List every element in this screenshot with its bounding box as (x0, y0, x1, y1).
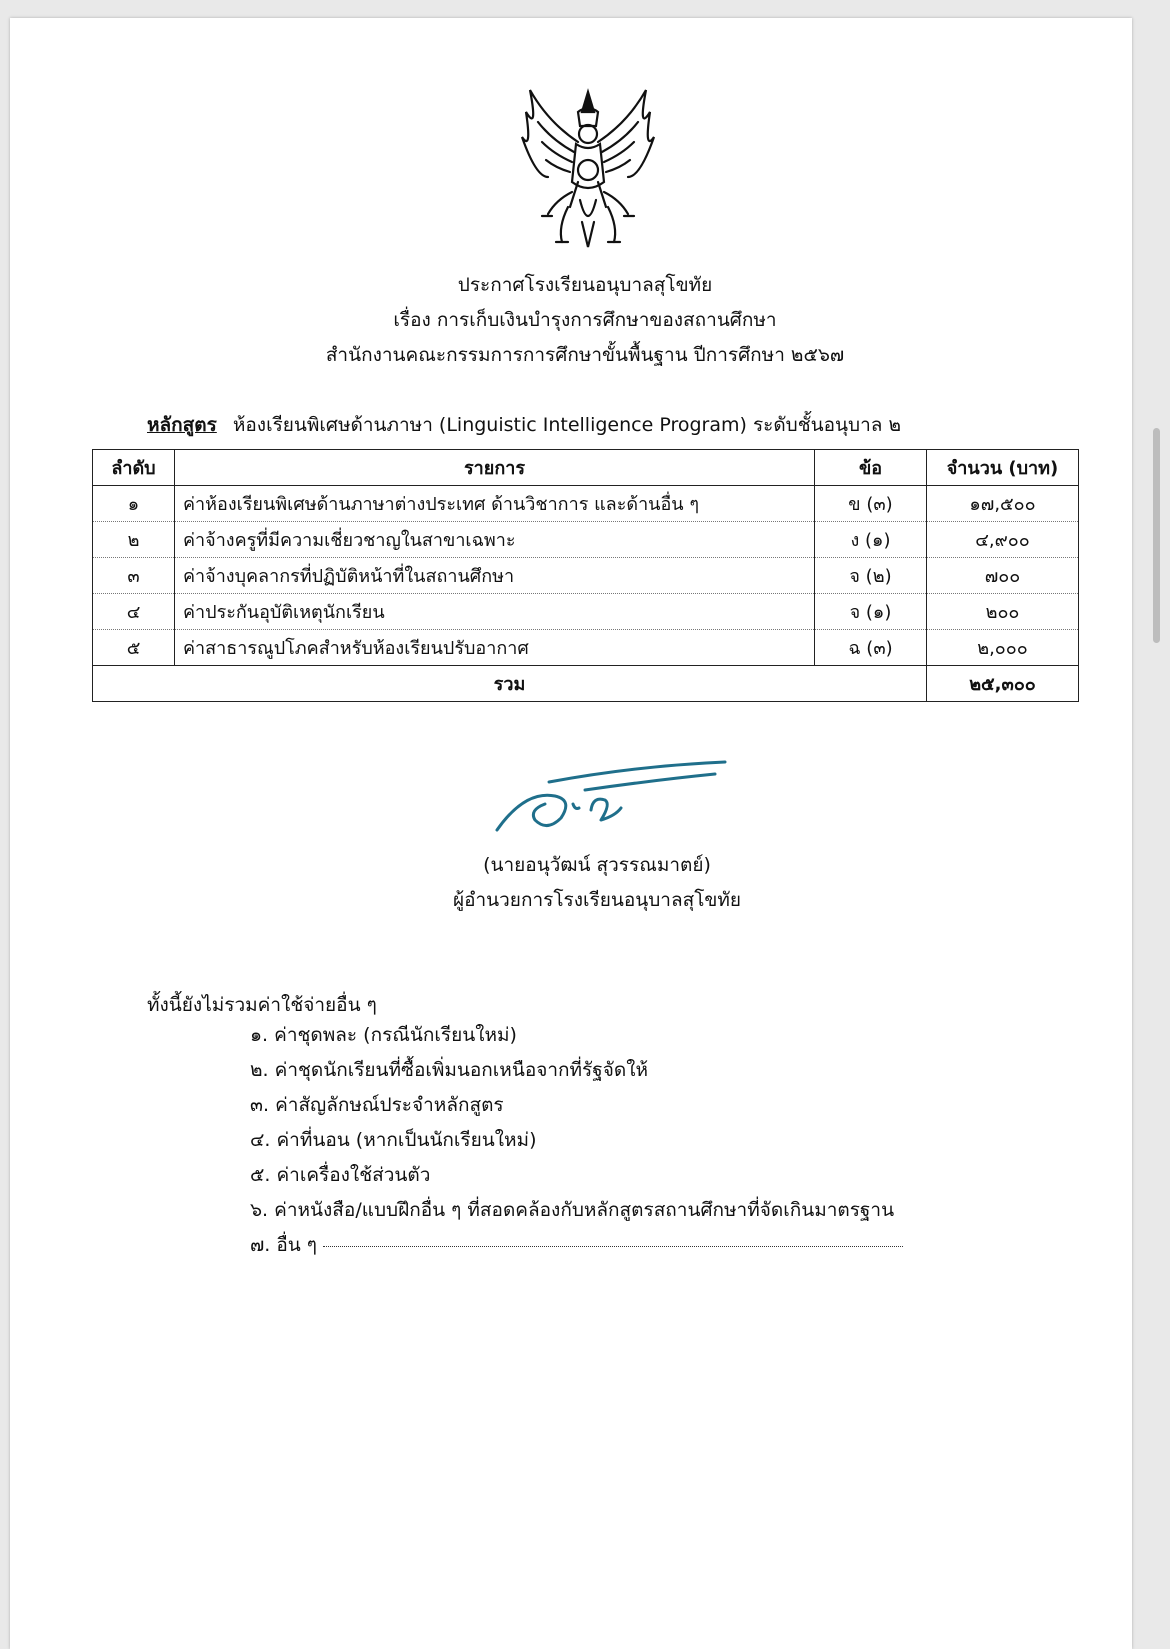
row-item: ค่าสาธารณูปโภคสำหรับห้องเรียนปรับอากาศ (175, 630, 815, 666)
row-item: ค่าจ้างบุคลากรที่ปฏิบัติหน้าที่ในสถานศึกษา (175, 558, 815, 594)
course-label: หลักสูตร (147, 414, 217, 436)
list-item: ๔. ค่าที่นอน (หากเป็นนักเรียนใหม่) (250, 1129, 537, 1151)
row-clause: ง (๑) (815, 522, 927, 558)
garuda-emblem-icon (508, 82, 668, 252)
row-amount: ๑๗,๕๐๐ (927, 486, 1079, 522)
signer-name: (นายอนุวัฒน์ สุวรรณมาตย์) (483, 854, 711, 876)
row-amount: ๔,๙๐๐ (927, 522, 1079, 558)
row-amount: ๗๐๐ (927, 558, 1079, 594)
total-amount: ๒๕,๓๐๐ (927, 666, 1079, 702)
table-row (93, 558, 1079, 594)
announcement-subject: เรื่อง การเก็บเงินบำรุงการศึกษาของสถานศึกษา (393, 309, 777, 331)
row-no: ๕ (93, 630, 175, 666)
scrollbar[interactable] (1153, 428, 1160, 643)
list-item: ๓. ค่าสัญลักษณ์ประจำหลักสูตร (250, 1094, 504, 1116)
row-item: ค่าประกันอุบัติเหตุนักเรียน (175, 594, 815, 630)
list-item: ๖. ค่าหนังสือ/แบบฝึกอื่น ๆ ที่สอดคล้องกับหลักสูตรสถานศึกษาที่จัดเกินมาตรฐาน (250, 1199, 895, 1221)
list-item: ๒. ค่าชุดนักเรียนที่ซื้อเพิ่มนอกเหนือจากที่รัฐจัดให้ (250, 1059, 649, 1081)
fee-table (92, 449, 1079, 702)
table-header-row (93, 450, 1079, 486)
table-row (93, 630, 1079, 666)
header-amount: จำนวน (บาท) (927, 450, 1079, 486)
list-item (250, 1228, 903, 1263)
header-clause: ข้อ (815, 450, 927, 486)
course-name: ห้องเรียนพิเศษด้านภาษา (Linguistic Intelligence Program) ระดับชั้นอนุบาล ๒ (232, 414, 901, 436)
row-no: ๒ (93, 522, 175, 558)
row-clause: ข (๓) (815, 486, 927, 522)
announcement-office: สำนักงานคณะกรรมการการศึกษาขั้นพื้นฐาน ปีการศึกษา ๒๕๖๗ (325, 344, 845, 366)
blank-fill-line (323, 1245, 903, 1247)
list-item: ๕. ค่าเครื่องใช้ส่วนตัว (250, 1164, 431, 1186)
notes-title: ทั้งนี้ยังไม่รวมค่าใช้จ่ายอื่น ๆ (147, 994, 377, 1016)
header-item: รายการ (175, 450, 815, 486)
table-row (93, 594, 1079, 630)
row-item: ค่าห้องเรียนพิเศษด้านภาษาต่างประเทศ ด้านวิชาการ และด้านอื่น ๆ (175, 486, 815, 522)
row-no: ๓ (93, 558, 175, 594)
signer-position: ผู้อำนวยการโรงเรียนอนุบาลสุโขทัย (452, 889, 742, 911)
total-label: รวม (93, 666, 927, 702)
header-no: ลำดับ (93, 450, 175, 486)
table-row (93, 522, 1079, 558)
row-clause: จ (๒) (815, 558, 927, 594)
table-row (93, 486, 1079, 522)
extra-costs-list (250, 1018, 903, 1263)
row-no: ๔ (93, 594, 175, 630)
row-clause: จ (๑) (815, 594, 927, 630)
row-clause: ฉ (๓) (815, 630, 927, 666)
list-item-text: ๗. อื่น ๆ (250, 1234, 318, 1256)
row-amount: ๒,๐๐๐ (927, 630, 1079, 666)
announcement-title: ประกาศโรงเรียนอนุบาลสุโขทัย (457, 274, 713, 296)
handwritten-signature (495, 760, 735, 840)
total-row (93, 666, 1079, 702)
course-line (147, 410, 901, 440)
row-amount: ๒๐๐ (927, 594, 1079, 630)
row-no: ๑ (93, 486, 175, 522)
row-item: ค่าจ้างครูที่มีความเชี่ยวชาญในสาขาเฉพาะ (175, 522, 815, 558)
list-item: ๑. ค่าชุดพละ (กรณีนักเรียนใหม่) (250, 1024, 517, 1046)
